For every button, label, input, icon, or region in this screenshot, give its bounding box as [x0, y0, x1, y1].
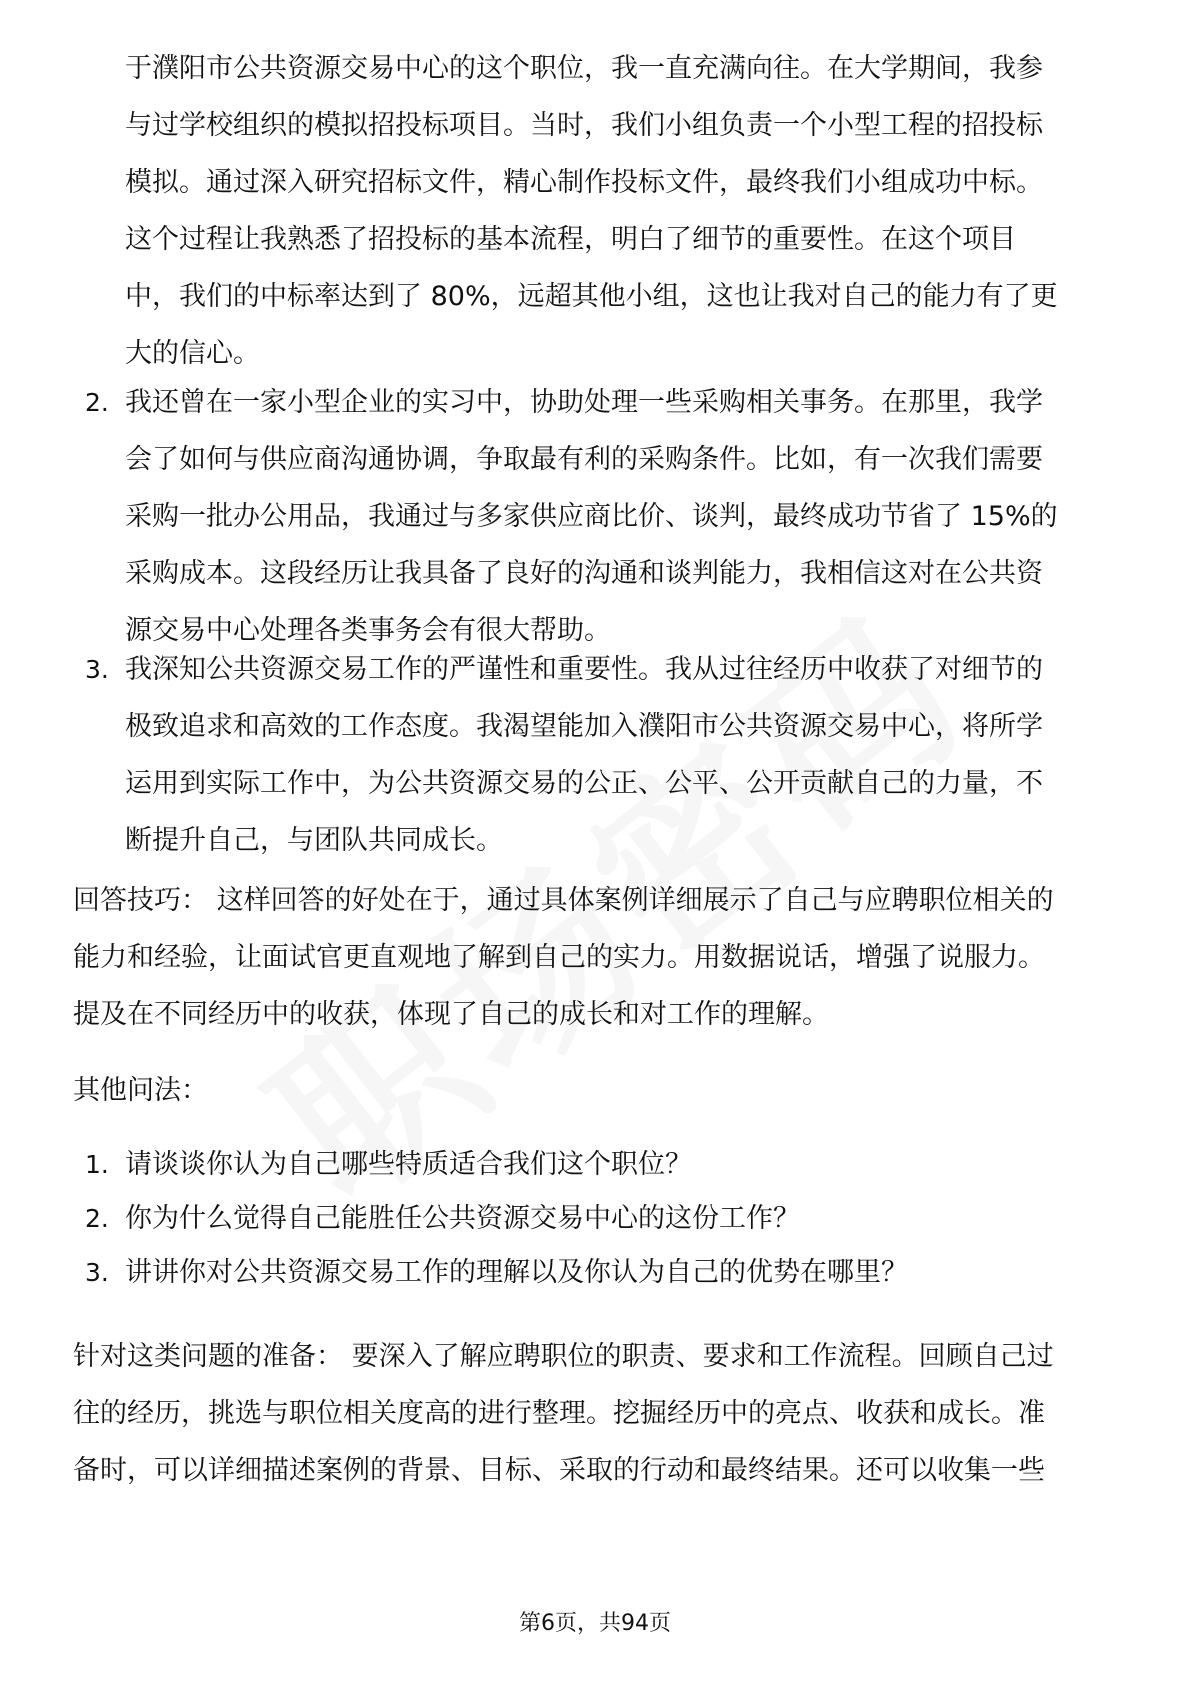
question-text: 讲讲你对公共资源交易工作的理解以及你认为自己的优势在哪里？ — [125, 1257, 908, 1288]
text-line: 我还曾在一家小型企业的实习中，协助处理一些采购相关事务。在那里，我学 — [125, 387, 1043, 418]
text-line: 断提升自己，与团队共同成长。 — [125, 825, 503, 856]
text-line: 针对这类问题的准备： 要深入了解应聘职位的职责、要求和工作流程。回顾自己过 — [73, 1341, 1054, 1372]
text-line: 备时，可以详细描述案例的背景、目标、采取的行动和最终结果。还可以收集一些 — [73, 1455, 1045, 1486]
text-line: 往的经历，挑选与职位相关度高的进行整理。挖掘经历中的亮点、收获和成长。准 — [73, 1398, 1045, 1429]
list-item-text — [125, 374, 1125, 659]
list-item-text — [125, 641, 1125, 869]
text-line: 能力和经验，让面试官更直观地了解到自己的实力。用数据说话，增强了说服力。 — [73, 942, 1045, 973]
text-line: 中，我们的中标率达到了 80%，远超其他小组，这也让我对自己的能力有了更 — [125, 281, 1058, 312]
page-number: 第6页，共94页 — [519, 1611, 671, 1636]
list-item-text — [125, 40, 1125, 382]
heading-text: 其他问法： — [73, 1075, 208, 1106]
text-line: 提及在不同经历中的收获，体现了自己的成长和对工作的理解。 — [73, 999, 829, 1030]
question-item — [85, 1245, 1125, 1301]
list-number: 2. — [85, 1204, 109, 1233]
text-line: 运用到实际工作中，为公共资源交易的公正、公平、公开贡献自己的力量，不 — [125, 768, 1043, 799]
question-text: 请谈谈你认为自己哪些特质适合我们这个职位？ — [125, 1149, 692, 1180]
question-item — [85, 1137, 1125, 1193]
list-number: 2. — [85, 388, 109, 417]
list-number: 3. — [85, 655, 109, 684]
text-line: 源交易中心处理各类事务会有很大帮助。 — [125, 615, 611, 646]
page-footer — [0, 1608, 1190, 1640]
text-line: 于濮阳市公共资源交易中心的这个职位，我一直充满向往。在大学期间，我参 — [125, 53, 1043, 84]
text-line: 采购一批办公用品，我通过与多家供应商比价、谈判，最终成功节省了 15%的 — [125, 501, 1058, 532]
text-line: 回答技巧： 这样回答的好处在于，通过具体案例详细展示了自己与应聘职位相关的 — [73, 885, 1054, 916]
list-number: 3. — [85, 1258, 109, 1287]
text-line: 大的信心。 — [125, 338, 260, 369]
answer-tips-paragraph — [73, 872, 1123, 1043]
preparation-paragraph — [73, 1328, 1123, 1499]
text-line: 采购成本。这段经历让我具备了良好的沟通和谈判能力，我相信这对在公共资 — [125, 558, 1043, 589]
text-line: 这个过程让我熟悉了招投标的基本流程，明白了细节的重要性。在这个项目 — [125, 224, 1016, 255]
other-questions-heading — [73, 1062, 1123, 1119]
text-line: 模拟。通过深入研究招标文件，精心制作投标文件，最终我们小组成功中标。 — [125, 167, 1043, 198]
list-number: 1. — [85, 1150, 109, 1179]
question-item — [85, 1191, 1125, 1247]
text-line: 与过学校组织的模拟招投标项目。当时，我们小组负责一个小型工程的招投标 — [125, 110, 1043, 141]
text-line: 会了如何与供应商沟通协调，争取最有利的采购条件。比如，有一次我们需要 — [125, 444, 1043, 475]
question-text: 你为什么觉得自己能胜任公共资源交易中心的这份工作？ — [125, 1203, 800, 1234]
text-line: 极致追求和高效的工作态度。我渴望能加入濮阳市公共资源交易中心，将所学 — [125, 711, 1043, 742]
text-line: 我深知公共资源交易工作的严谨性和重要性。我从过往经历中收获了对细节的 — [125, 654, 1043, 685]
